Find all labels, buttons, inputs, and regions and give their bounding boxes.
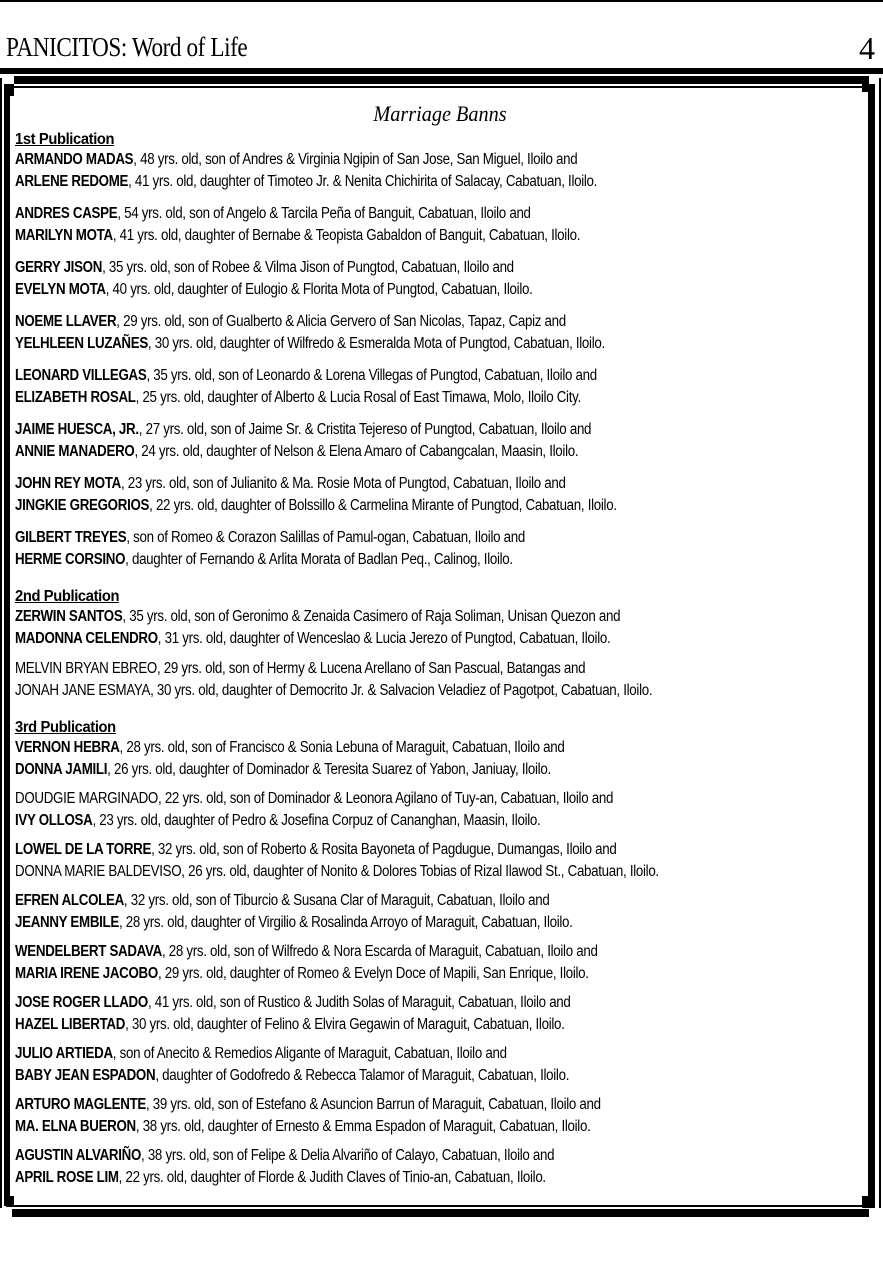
groom-name: ARTURO MAGLENTE xyxy=(15,1096,147,1113)
bride-line xyxy=(15,759,746,781)
publications-list xyxy=(15,130,865,1189)
groom-line xyxy=(15,203,746,225)
banns-entry xyxy=(15,788,865,832)
bride-name: MADONNA CELENDRO xyxy=(15,630,158,647)
groom-name: LEONARD VILLEGAS xyxy=(15,367,147,384)
groom-line xyxy=(15,149,746,171)
frame-bottom-bar xyxy=(12,1209,869,1217)
banns-entry xyxy=(15,658,865,702)
groom-line xyxy=(15,839,746,861)
bride-line xyxy=(15,810,746,832)
bride-name: DONNA JAMILI xyxy=(15,761,108,778)
newsletter-title: PANICITOS: Word of Life xyxy=(6,32,248,62)
groom-line xyxy=(15,890,746,912)
groom-details: , 39 yrs. old, son of Estefano & Asuncion Barrun of Maraguit, Cabatuan, Iloilo and xyxy=(146,1096,601,1113)
groom-name: GILBERT TREYES xyxy=(15,529,127,546)
publication-heading: 2nd Publication xyxy=(15,588,120,605)
bride-details: , 22 yrs. old, daughter of Florde & Judith Claves of Tinio-an, Cabatuan, Iloilo. xyxy=(118,1169,546,1186)
groom-line xyxy=(15,473,746,495)
bride-name: JEANNY EMBILE xyxy=(15,914,119,931)
bride-details: , 26 yrs. old, daughter of Dominador & Teresita Suarez of Yabon, Janiuay, Iloilo. xyxy=(107,761,551,778)
banns-entry xyxy=(15,419,865,463)
bride-name: JINGKIE GREGORIOS xyxy=(15,497,150,514)
bride-name: BABY JEAN ESPADON xyxy=(15,1067,156,1084)
groom-details: , 23 yrs. old, son of Julianito & Ma. Rosie Mota of Pungtod, Cabatuan, Iloilo and xyxy=(120,475,566,492)
bride-line xyxy=(15,1167,746,1189)
bride-details: , 41 yrs. old, daughter of Timoteo Jr. & Nenita Chichirita of Salacay, Cabatuan, Iloilo. xyxy=(128,173,598,190)
bride-details: , 29 yrs. old, daughter of Romeo & Evelyn Doce of Mapili, San Enrique, Iloilo. xyxy=(157,965,589,982)
groom-line xyxy=(15,737,746,759)
bride-details: , 24 yrs. old, daughter of Nelson & Elena Amaro of Cabangcalan, Maasin, Iloilo. xyxy=(134,443,579,460)
groom-name: ARMANDO MADAS xyxy=(15,151,134,168)
banns-entry xyxy=(15,839,865,883)
groom-name: LOWEL DE LA TORRE xyxy=(15,841,152,858)
groom-name: JAIME HUESCA, JR. xyxy=(15,421,139,438)
groom-details: , 48 yrs. old, son of Andres & Virginia Ngipin of San Jose, San Miguel, Iloilo and xyxy=(133,151,578,168)
bride-line xyxy=(15,861,746,883)
groom-name: VERNON HEBRA xyxy=(15,739,120,756)
frame-right-line xyxy=(879,78,881,1208)
groom-line xyxy=(15,992,746,1014)
bride-line xyxy=(15,171,746,193)
bride-line xyxy=(15,441,746,463)
groom-details: , 35 yrs. old, son of Robee & Vilma Jison of Pungtod, Cabatuan, Iloilo and xyxy=(102,259,514,276)
bride-details: , 40 yrs. old, daughter of Eulogio & Florita Mota of Pungtod, Cabatuan, Iloilo. xyxy=(105,281,533,298)
groom-details: , 38 yrs. old, son of Felipe & Delia Alvariño of Calayo, Cabatuan, Iloilo and xyxy=(141,1147,555,1164)
bride-details: , daughter of Fernando & Arlita Morata of Badlan Peq., Calinog, Iloilo. xyxy=(125,551,513,568)
groom-name: WENDELBERT SADAVA xyxy=(15,943,162,960)
banns-entry xyxy=(15,311,865,355)
groom-line xyxy=(15,941,746,963)
header-rule xyxy=(0,68,883,74)
groom-line xyxy=(15,1043,746,1065)
groom-details: , 27 yrs. old, son of Jaime Sr. & Cristita Tejereso of Pungtod, Cabatuan, Iloilo and xyxy=(138,421,592,438)
bride-details: , 38 yrs. old, daughter of Ernesto & Emma Espadon of Maraguit, Cabatuan, Iloilo. xyxy=(135,1118,591,1135)
bride-details: , 28 yrs. old, daughter of Virgilio & Rosalinda Arroyo of Maraguit, Cabatuan, Iloilo. xyxy=(118,914,573,931)
groom-name: AGUSTIN ALVARIÑO xyxy=(15,1147,142,1164)
bride-details: , daughter of Godofredo & Rebecca Talamor of Maraguit, Cabatuan, Iloilo. xyxy=(155,1067,570,1084)
frame-left-line xyxy=(0,78,2,1208)
bride-details: , 30 yrs. old, daughter of Felino & Elvira Gegawin of Maraguit, Cabatuan, Iloilo. xyxy=(125,1016,565,1033)
groom-name: NOEME LLAVER xyxy=(15,313,117,330)
bride-name: MARIA IRENE JACOBO xyxy=(15,965,158,982)
bride-details: , 30 yrs. old, daughter of Wilfredo & Esmeralda Mota of Pungtod, Cabatuan, Iloilo. xyxy=(147,335,605,352)
bride-name: DONNA MARIE BALDEVISO xyxy=(15,863,182,880)
bride-name: EVELYN MOTA xyxy=(15,281,106,298)
groom-line xyxy=(15,658,746,680)
groom-name: JOSE ROGER LLADO xyxy=(15,994,148,1011)
bride-name: JONAH JANE ESMAYA xyxy=(15,682,151,699)
banns-entry xyxy=(15,365,865,409)
groom-name: MELVIN BRYAN EBREO xyxy=(15,660,157,677)
bride-line xyxy=(15,1065,746,1087)
bride-name: IVY OLLOSA xyxy=(15,812,93,829)
groom-name: DOUDGIE MARGINADO xyxy=(15,790,159,807)
page-number: 4 xyxy=(859,30,875,66)
bride-line xyxy=(15,495,746,517)
groom-name: JOHN REY MOTA xyxy=(15,475,121,492)
groom-details: , 35 yrs. old, son of Geronimo & Zenaida Casimero of Raja Soliman, Unisan Quezon and xyxy=(122,608,621,625)
bride-line xyxy=(15,963,746,985)
publication-block xyxy=(15,587,865,702)
groom-details: , 22 yrs. old, son of Dominador & Leonora Agilano of Tuy-an, Cabatuan, Iloilo and xyxy=(158,790,614,807)
groom-name: ANDRES CASPE xyxy=(15,205,118,222)
bride-line xyxy=(15,1014,746,1036)
groom-details: , 32 yrs. old, son of Tiburcio & Susana Clar of Maraguit, Cabatuan, Iloilo and xyxy=(123,892,550,909)
groom-details: , 29 yrs. old, son of Gualberto & Alicia Gervero of San Nicolas, Tapaz, Capiz and xyxy=(116,313,566,330)
groom-details: , 54 yrs. old, son of Angelo & Tarcila Peña of Banguit, Cabatuan, Iloilo and xyxy=(117,205,531,222)
groom-details: , 28 yrs. old, son of Wilfredo & Nora Escarda of Maraguit, Cabatuan, Iloilo and xyxy=(161,943,598,960)
bride-details: , 31 yrs. old, daughter of Wenceslao & Lucia Jerezo of Pungtod, Cabatuan, Iloilo. xyxy=(157,630,611,647)
banns-entry xyxy=(15,606,865,650)
bride-name: ARLENE REDOME xyxy=(15,173,129,190)
bride-line xyxy=(15,912,746,934)
banns-entry xyxy=(15,527,865,571)
bride-name: MARILYN MOTA xyxy=(15,227,113,244)
groom-line xyxy=(15,1094,746,1116)
banns-entry xyxy=(15,149,865,193)
groom-details: , son of Anecito & Remedios Aligante of Maraguit, Cabatuan, Iloilo and xyxy=(112,1045,507,1062)
groom-line xyxy=(15,606,746,628)
groom-line xyxy=(15,527,746,549)
top-rule xyxy=(0,0,883,2)
groom-line xyxy=(15,1145,746,1167)
banns-entry xyxy=(15,203,865,247)
banns-entry xyxy=(15,992,865,1036)
bride-name: HERME CORSINO xyxy=(15,551,126,568)
bride-name: ELIZABETH ROSAL xyxy=(15,389,136,406)
banns-entry xyxy=(15,473,865,517)
publication-block xyxy=(15,718,865,1189)
groom-line xyxy=(15,788,746,810)
bride-line xyxy=(15,1116,746,1138)
bride-line xyxy=(15,680,746,702)
publication-heading: 3rd Publication xyxy=(15,719,116,736)
bride-line xyxy=(15,549,746,571)
bride-line xyxy=(15,225,746,247)
bride-details: , 23 yrs. old, daughter of Pedro & Josefina Corpuz of Cananghan, Maasin, Iloilo. xyxy=(92,812,541,829)
bride-line xyxy=(15,387,746,409)
banns-entry xyxy=(15,941,865,985)
groom-name: GERRY JISON xyxy=(15,259,103,276)
banns-entry xyxy=(15,1094,865,1138)
bride-name: ANNIE MANADERO xyxy=(15,443,135,460)
groom-details: , son of Romeo & Corazon Salillas of Pamul-ogan, Cabatuan, Iloilo and xyxy=(126,529,525,546)
publication-heading: 1st Publication xyxy=(15,131,115,148)
groom-name: ZERWIN SANTOS xyxy=(15,608,123,625)
bride-details: , 41 yrs. old, daughter of Bernabe & Teopista Gabaldon of Banguit, Cabatuan, Iloilo. xyxy=(112,227,581,244)
banns-entry xyxy=(15,890,865,934)
marriage-banns-content xyxy=(15,96,865,1196)
frame-right-bar xyxy=(868,90,875,1205)
groom-details: , 32 yrs. old, son of Roberto & Rosita Bayoneta of Pagdugue, Dumangas, Iloilo and xyxy=(151,841,617,858)
bride-line xyxy=(15,628,746,650)
groom-details: , 28 yrs. old, son of Francisco & Sonia Lebuna of Maraguit, Cabatuan, Iloilo and xyxy=(119,739,565,756)
bride-details: , 30 yrs. old, daughter of Democrito Jr. & Salvacion Veladiez of Pagotpot, Cabatuan, Iloilo. xyxy=(150,682,653,699)
section-title: Marriage Banns xyxy=(373,101,507,126)
frame-bottom-line xyxy=(6,1205,872,1207)
bride-details: , 25 yrs. old, daughter of Alberto & Lucia Rosal of East Timawa, Molo, Iloilo City. xyxy=(135,389,581,406)
frame-corner-top-right xyxy=(862,84,875,92)
groom-line xyxy=(15,311,746,333)
banns-entry xyxy=(15,1043,865,1087)
groom-details: , 41 yrs. old, son of Rustico & Judith Solas of Maraguit, Cabatuan, Iloilo and xyxy=(147,994,571,1011)
frame-top-line xyxy=(14,86,869,88)
banns-entry xyxy=(15,257,865,301)
banns-entry xyxy=(15,737,865,781)
publication-block xyxy=(15,130,865,571)
banns-entry xyxy=(15,1145,865,1189)
bride-name: APRIL ROSE LIM xyxy=(15,1169,119,1186)
bride-name: YELHLEEN LUZAÑES xyxy=(15,335,148,352)
frame-left-bar xyxy=(4,96,10,1204)
groom-line xyxy=(15,257,746,279)
groom-name: JULIO ARTIEDA xyxy=(15,1045,113,1062)
bride-line xyxy=(15,333,746,355)
bride-details: , 22 yrs. old, daughter of Bolssillo & Carmelina Mirante of Pungtod, Cabatuan, Iloilo. xyxy=(149,497,617,514)
bride-details: , 26 yrs. old, daughter of Nonito & Dolores Tobias of Rizal Ilawod St., Cabatuan, Iloilo. xyxy=(181,863,659,880)
groom-details: , 35 yrs. old, son of Leonardo & Lorena Villegas of Pungtod, Cabatuan, Iloilo and xyxy=(146,367,597,384)
groom-line xyxy=(15,419,746,441)
groom-details: , 29 yrs. old, son of Hermy & Lucena Arellano of San Pascual, Batangas and xyxy=(156,660,586,677)
bride-name: HAZEL LIBERTAD xyxy=(15,1016,126,1033)
frame-top-bar xyxy=(14,76,869,84)
groom-line xyxy=(15,365,746,387)
bride-name: MA. ELNA BUERON xyxy=(15,1118,136,1135)
frame-corner-top-left xyxy=(4,84,14,96)
groom-name: EFREN ALCOLEA xyxy=(15,892,124,909)
bride-line xyxy=(15,279,746,301)
